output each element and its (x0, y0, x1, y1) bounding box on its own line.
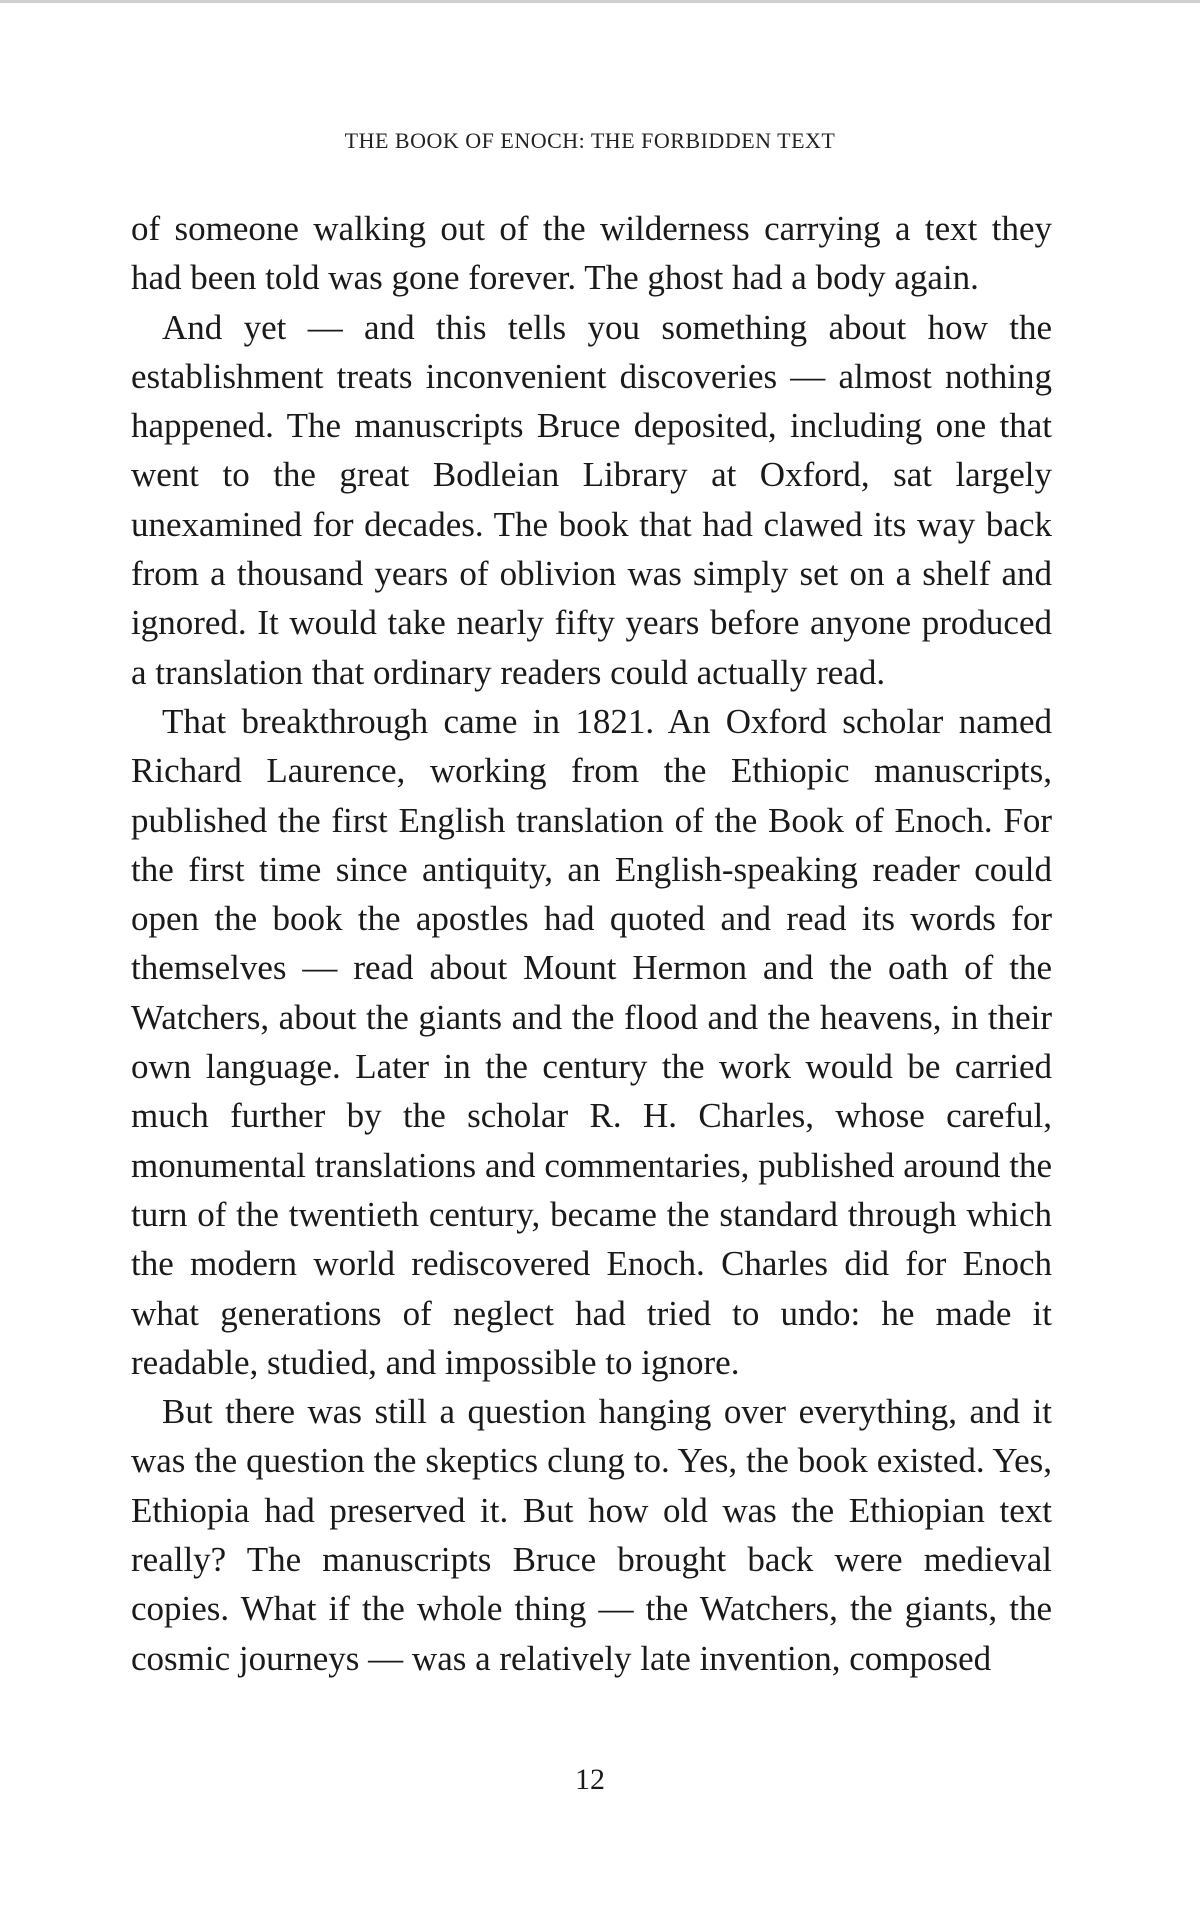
paragraph: of someone walking out of the wilderness carrying a text they had been told was gone forever. The ghost had a body again. (131, 209, 1052, 298)
page-top-border (0, 0, 1200, 3)
page-number: 12 (575, 1763, 605, 1796)
paragraph: And yet — and this tells you something about how the establishment treats inconvenient discoveries — almost nothing happened. The manuscripts Bruce deposited, including one that went to the great Bodleian Library at Oxford, sat largely unexamined for decades. The book that had clawed its way back from a thousand years of oblivion was simply set on a shelf and ignored. It would take nearly fifty years before anyone produced a translation that ordinary readers could actually read. (131, 307, 1052, 692)
body-text (131, 204, 1052, 1683)
running-head: THE BOOK OF ENOCH: THE FORBIDDEN TEXT (344, 128, 836, 153)
paragraph: But there was still a question hanging over everything, and it was the question the skeptics clung to. Yes, the book existed. Yes, Ethiopia had preserved it. But how old was the Ethiopian text really? The manuscripts Bruce brought back were medieval copies. What if the whole thing — the Watchers, the giants, the cosmic journeys — was a relatively late invention, composed (131, 1392, 1052, 1678)
paragraph: That breakthrough came in 1821. An Oxford scholar named Richard Laurence, working from the Ethiopic manuscripts, published the first English translation of the Book of Enoch. For the first time since antiquity, an English-speaking reader could open the book the apostles had quoted and read its words for themselves — read about Mount Hermon and the oath of the Watchers, about the giants and the flood and the heavens, in their own language. Later in the century the work would be carried much further by the scholar R. H. Charles, whose careful, monumental translations and commentaries, published around the turn of the twentieth century, became the standard through which the modern world rediscovered Enoch. Charles did for Enoch what generations of neglect had tried to undo: he made it readable, studied, and impossible to ignore. (131, 701, 1052, 1382)
